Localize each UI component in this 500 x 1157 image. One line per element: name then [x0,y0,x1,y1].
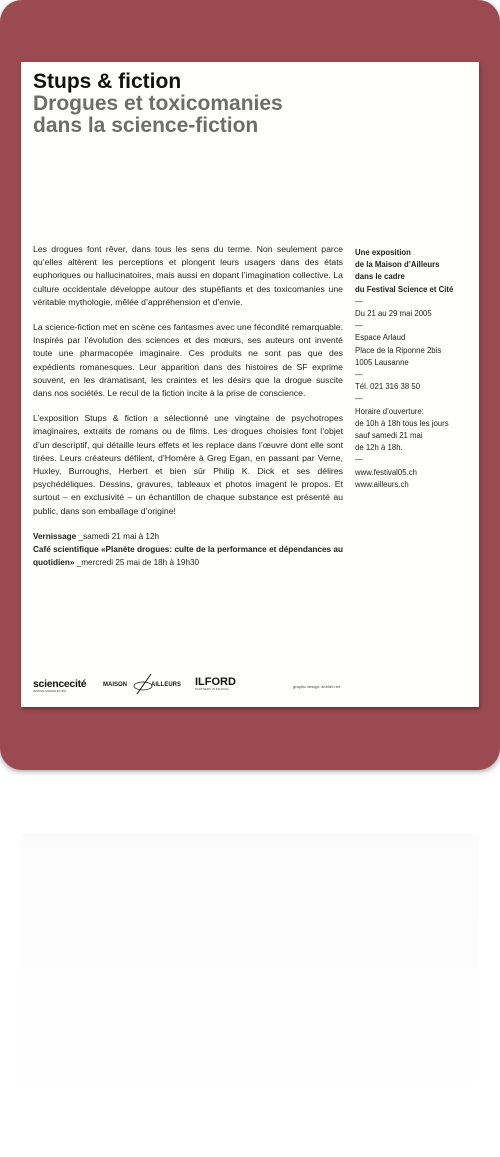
cafe-line [33,543,343,569]
divider: — [355,296,363,306]
title-sub-1: Drogues et toxicomanies [33,92,283,115]
poster-title [33,71,463,137]
divider: — [355,394,363,404]
sciencecite-logo-text: sciencecité [33,678,87,690]
sidebar-head: Une exposition [355,248,411,257]
vernissage-line [33,530,343,543]
vernissage-date: _samedi 21 mai à 12h [76,531,160,541]
divider: — [355,455,363,465]
ilford-logo-text: ILFORD [195,676,236,688]
info-sidebar [355,247,475,491]
sciencecite-logo-subtext: FESTIVAL SCIENCE ET CITÉ [33,689,67,693]
sidebar-head: de la Maison d’Ailleurs [355,260,440,270]
cafe-label: Café scientifique «Planète drogues: culte de la performance et dépendances au quotidien» [33,544,343,567]
title-sub-2: dans la science-fiction [33,114,259,137]
sponsor-logos [33,668,473,698]
sciencecite-logo [33,678,86,693]
divider: — [355,321,363,331]
hours-line: de 10h à 18h tous les jours [355,418,449,428]
reflection-fade [0,772,500,1157]
ilford-logo [195,676,236,691]
paragraph: L’exposition Stups & fiction a sélectionné une vingtaine de psychotropes imaginaires, extraits de romans ou de films. Les drogues choisies font l’objet d’un descriptif, qui détaille leurs effets et les replace dans l’œuvre dont elle sont tirées. Leurs créateurs défilent, d’Homère à Greg Egan, en passant par Verne, Huxley, Burroughs, Herbert et bien sûr Philip K. Dick et ses délires psychédéliques. Dessins, gravures, tableaux et photos imagent le propos. Et surtout – en exclusivité – un échantillon de chaque substance est présenté au public, dans son emballage d’origine! [33,413,343,516]
paragraph: Les drogues font rêver, dans tous les sens du terme. Non seulement parce qu’elles altèrent les perceptions et plongent leurs usagers dans des états euphoriques ou hallucinatoires, mais aussi en dopant l’imagination collective. La culture occidentale développe autour des stupéfiants et des toxicomanies une véritable mythologie, mêlée d’appréhension et d’envie. [33,244,343,307]
venue-city: 1005 Lausanne [355,357,409,367]
hours-line: de 12h à 18h. [355,443,403,453]
maison-ailleurs-logo [103,672,185,696]
maison-logo-text: MAISON [103,682,127,688]
body-text [33,243,343,569]
poster-sheet [21,62,479,707]
venue-name: Espace Arlaud [355,333,406,343]
website-link[interactable]: www.festival05.ch [355,467,417,477]
sidebar-head: dans le cadre [355,272,405,282]
sidebar-head: du Festival Science et Cité [355,284,454,294]
design-credit: graphic design: at-elier.net [293,684,340,689]
phone: Tél. 021 316 38 50 [355,382,421,392]
hours-label: Horaire d’ouverture: [355,406,424,416]
events [33,530,343,569]
paragraph: La science-fiction met en scène ces fantasmes avec une fécondité remarquable. Inspirés par l’évolution des sciences et des mœurs, ses auteurs ont inventé toute une pharmacopée imaginaire. Ces produits ne sont pas que des expédients romanesques. Leur apparition dans des histoires de SF exprime souvent, en les dramatisant, les craintes et les désirs que la drogue suscite dans nos sociétés. Le recul de la fiction incite à la prise de conscience. [33,322,343,399]
exhibition-dates: Du 21 au 29 mai 2005 [355,309,432,319]
title-main: Stups & fiction [33,70,182,93]
ailleurs-logo-text: AILLEURS [151,682,181,688]
ilford-logo-subtext: PARTNERS IN IMAGING [195,687,229,691]
hours-line: sauf samedi 21 mai [355,431,423,441]
website-link[interactable]: www.ailleurs.ch [355,479,409,489]
vernissage-label: Vernissage [33,531,77,541]
divider: — [355,370,363,380]
cafe-date: _mercredi 25 mai de 18h à 19h30 [74,557,200,567]
poster-reflection [0,772,500,1157]
venue-street: Place de la Riponne 2bis [355,345,442,355]
